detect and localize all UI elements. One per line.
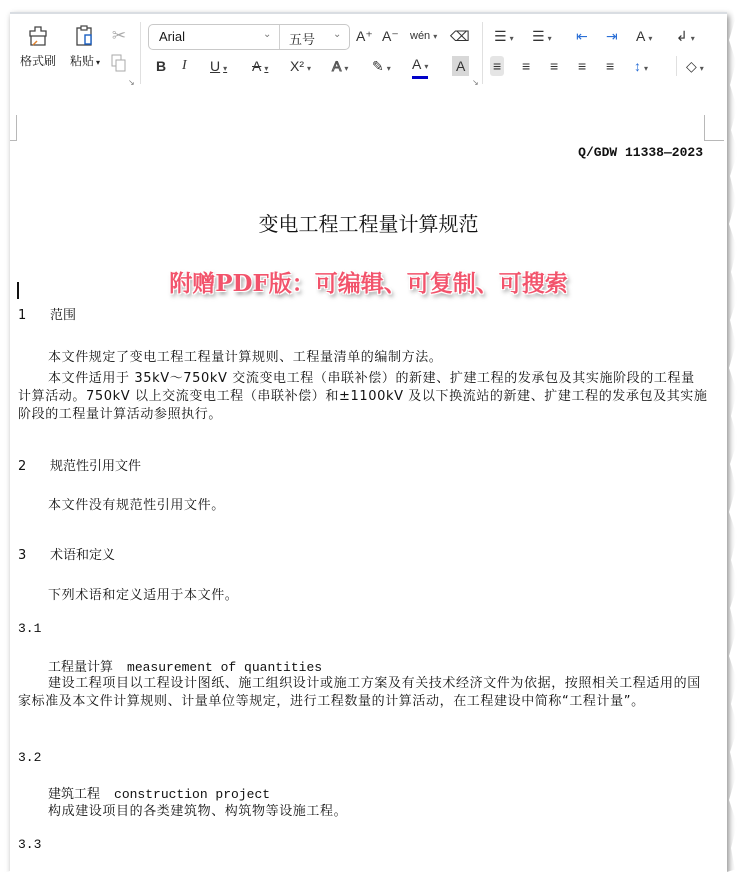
grow-font-button[interactable]: A⁺	[356, 28, 373, 44]
character-shading-button[interactable]: A	[452, 56, 469, 76]
paste-button[interactable]: 粘贴 ▾	[64, 24, 106, 69]
format-painter-icon	[18, 24, 58, 52]
superscript-button[interactable]: X² ▾	[290, 58, 312, 74]
line-spacing-button[interactable]: ↕ ▾	[634, 58, 649, 74]
margin-mark	[16, 115, 17, 141]
line-break-icon: ↲	[676, 28, 688, 44]
document-page[interactable]	[10, 91, 727, 891]
highlight-button[interactable]: ✎ ▾	[372, 58, 391, 74]
torn-edge-right	[721, 0, 747, 892]
eraser-icon: ⌫	[450, 28, 470, 44]
term-number: 3.2	[18, 750, 42, 765]
text-effect-icon: A	[332, 58, 342, 74]
section-heading: 1 范围	[18, 308, 77, 323]
copy-icon	[111, 61, 127, 75]
document-title: 变电工程工程量计算规范	[258, 212, 479, 236]
shading-button[interactable]: ◇ ▾	[686, 58, 704, 74]
phonetic-guide-button[interactable]: wén ▾	[410, 30, 438, 42]
torn-edge-bottom	[0, 862, 747, 892]
font-dialog-launcher[interactable]: ↘	[472, 78, 479, 87]
font-color-icon: A	[412, 56, 422, 72]
underline-button[interactable]: U ▾	[210, 58, 228, 74]
separator	[482, 22, 483, 84]
term-number: 3.3	[18, 837, 42, 852]
term-definition: 建设工程项目以工程设计图纸、施工组织设计或施工方案及有关技术经济文件为依据，按照相关工程适用的国家标准及本文件计算规则、计量单位等规定，进行工程数量的计算活动，在工程建设中简称“工程计量”。	[18, 676, 701, 709]
numbering-button[interactable]: ☰ ▾	[532, 28, 552, 44]
cut-button[interactable]	[108, 26, 130, 46]
increase-indent-button[interactable]	[606, 26, 618, 46]
paint-bucket-icon: ◇	[686, 58, 697, 74]
chevron-down-icon[interactable]: ⌄	[263, 29, 272, 40]
bullet-list-icon: ☰	[494, 28, 507, 44]
paragraph: 本文件适用于 35kV～750kV 交流变电工程（串联补偿）的新建、扩建工程的发承包及其实施阶段的工程量计算活动。750kV 以上交流变电工程（串联补偿）和±1100kV 及以下换流站的新建、扩建工程的发承包及其实施阶段的工程量计算活动参照执行。	[18, 371, 708, 422]
italic-button[interactable]: I	[182, 58, 187, 73]
line-break-button[interactable]: ↲ ▾	[676, 28, 695, 44]
term-number: 3.1	[18, 621, 42, 636]
text-direction-button[interactable]: A ▾	[636, 28, 653, 44]
paste-icon	[64, 24, 106, 52]
text-direction-icon: A	[636, 28, 646, 44]
text-cursor	[17, 282, 19, 299]
scissors-icon: ✂	[111, 26, 127, 45]
outdent-icon: ⇤	[576, 28, 588, 44]
distributed-button[interactable]: ≡	[606, 58, 615, 74]
font-color-button[interactable]: A ▾	[412, 56, 428, 79]
separator	[676, 56, 677, 76]
pinyin-icon: wén	[410, 30, 431, 42]
font-name-dropdown[interactable]: Arial	[159, 29, 186, 44]
separator	[140, 22, 141, 84]
line-spacing-icon: ↕	[634, 58, 641, 74]
paragraph: 本文件规定了变电工程工程量计算规则、工程量清单的编制方法。	[48, 350, 443, 365]
paragraph: 下列术语和定义适用于本文件。	[48, 588, 239, 603]
font-selector	[148, 24, 350, 50]
align-left-button[interactable]: ≡	[490, 56, 504, 76]
chevron-down-icon[interactable]: ⌄	[333, 29, 342, 40]
document-number: Q/GDW 11338—2023	[578, 145, 703, 160]
align-right-button[interactable]: ≡	[550, 58, 559, 74]
justify-button[interactable]: ≡	[578, 58, 587, 74]
word-window	[10, 12, 727, 874]
section-heading: 2 规范性引用文件	[18, 459, 142, 474]
term-definition: 构成建设项目的各类建筑物、构筑物等设施工程。	[48, 804, 348, 819]
margin-mark	[10, 140, 17, 141]
numbered-list-icon: ☰	[532, 28, 545, 44]
format-painter-button[interactable]	[18, 24, 58, 69]
section-heading: 3 术语和定义	[18, 548, 116, 563]
font-size-dropdown[interactable]: 五号	[289, 32, 316, 47]
text-effect-button[interactable]: A ▾	[332, 58, 349, 74]
term-heading: 工程量计算 measurement of quantities	[48, 660, 323, 675]
decrease-indent-button[interactable]	[576, 26, 588, 46]
margin-mark	[704, 115, 705, 141]
promo-banner: 附赠PDF版：可编辑、可复制、可搜索	[169, 270, 568, 297]
paragraph: 本文件没有规范性引用文件。	[48, 498, 225, 513]
bullets-button[interactable]: ☰ ▾	[494, 28, 514, 44]
paste-label: 粘贴	[69, 54, 94, 68]
clear-format-button[interactable]	[450, 26, 470, 46]
align-center-button[interactable]: ≡	[522, 58, 531, 74]
format-painter-label: 格式刷	[19, 54, 56, 68]
bold-button[interactable]: B	[156, 58, 167, 74]
indent-icon: ⇥	[606, 28, 618, 44]
clipboard-dialog-launcher[interactable]: ↘	[128, 78, 135, 87]
term-heading: 建筑工程 construction project	[48, 787, 271, 802]
ribbon-toolbar	[10, 12, 727, 92]
shrink-font-button[interactable]: A⁻	[382, 28, 399, 44]
copy-button[interactable]	[108, 54, 130, 75]
highlighter-icon: ✎	[372, 58, 384, 74]
strikethrough-button[interactable]: A ▾	[252, 58, 269, 74]
